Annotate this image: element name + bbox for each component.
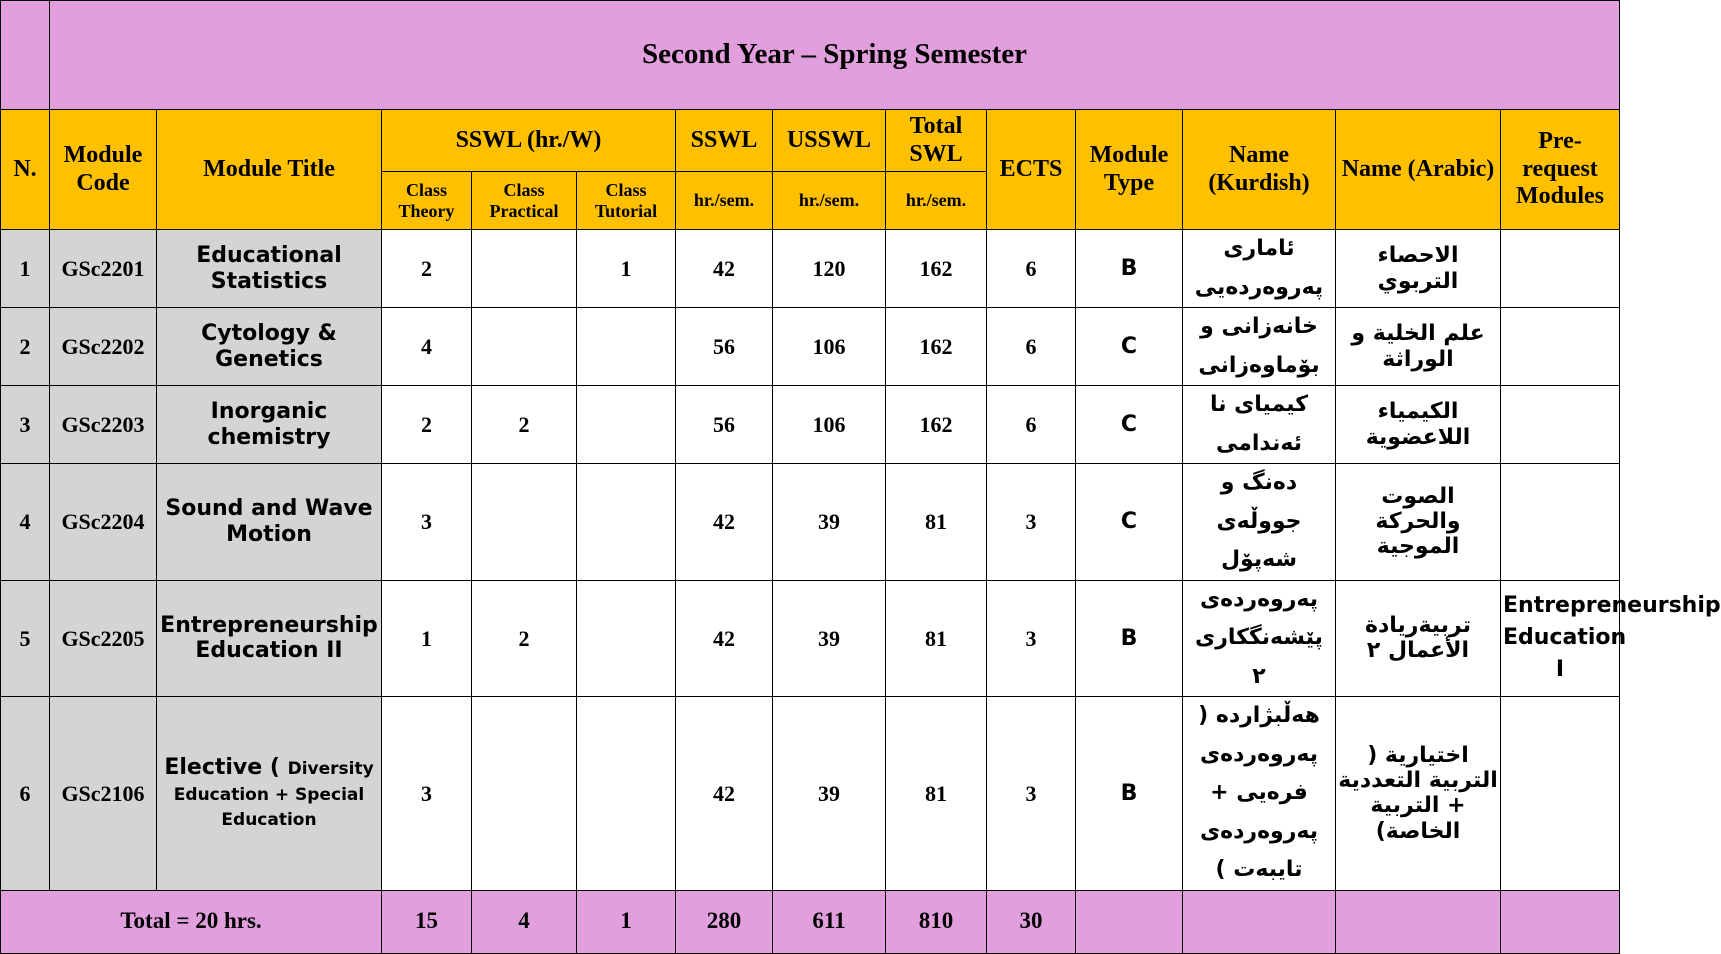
sswl-value: 42	[676, 230, 773, 308]
module-type: B	[1076, 230, 1183, 308]
total-blank-arabic	[1336, 890, 1501, 953]
name-arabic: اختيارية ( التربية التعددية + التربية الخاصة)	[1336, 697, 1501, 891]
total-swl-value: 81	[886, 580, 987, 697]
row-number: 6	[1, 697, 50, 891]
module-code: GSc2203	[50, 386, 157, 464]
header-prerequest: Pre-request Modules	[1501, 110, 1620, 230]
header-class-practical: Class Practical	[472, 172, 577, 230]
total-tutorial: 1	[577, 890, 676, 953]
prerequest-modules	[1501, 386, 1620, 464]
totals-label: Total = 20 hrs.	[1, 890, 382, 953]
module-title: Sound and Wave Motion	[157, 464, 382, 581]
class-theory: 1	[382, 580, 472, 697]
module-code: GSc2106	[50, 697, 157, 891]
header-n: N.	[1, 110, 50, 230]
class-tutorial: 1	[577, 230, 676, 308]
module-title	[157, 697, 382, 891]
ects-value: 6	[987, 308, 1076, 386]
usswl-value: 106	[773, 308, 886, 386]
header-module-title: Module Title	[157, 110, 382, 230]
name-kurdish: کیمیای نا ئەندامی	[1183, 386, 1336, 464]
header-name-arabic: Name (Arabic)	[1336, 110, 1501, 230]
title-row	[1, 1, 1620, 110]
module-code: GSc2202	[50, 308, 157, 386]
module-title-main: Elective (	[164, 755, 280, 781]
class-theory: 3	[382, 464, 472, 581]
class-theory: 4	[382, 308, 472, 386]
prerequest-modules	[1501, 308, 1620, 386]
usswl-value: 120	[773, 230, 886, 308]
header-sswl-group: SSWL (hr./W)	[382, 110, 676, 172]
row-number: 2	[1, 308, 50, 386]
name-arabic: الصوت والحركة الموجية	[1336, 464, 1501, 581]
module-code: GSc2201	[50, 230, 157, 308]
total-blank-prereq	[1501, 890, 1620, 953]
class-practical: 2	[472, 386, 577, 464]
header-row-1	[1, 110, 1620, 172]
header-usswl: USSWL	[773, 110, 886, 172]
total-swl-value: 162	[886, 386, 987, 464]
prerequest-modules	[1501, 230, 1620, 308]
table-row	[1, 386, 1620, 464]
module-type: B	[1076, 580, 1183, 697]
sswl-value: 42	[676, 580, 773, 697]
total-blank-kurdish	[1183, 890, 1336, 953]
row-number: 5	[1, 580, 50, 697]
module-title: Cytology & Genetics	[157, 308, 382, 386]
module-title-detail: Diversity Education + Special Education	[173, 759, 374, 830]
prerequest-modules: Entrepreneurship Education I	[1501, 580, 1620, 697]
sswl-value: 42	[676, 697, 773, 891]
module-type: C	[1076, 464, 1183, 581]
ects-value: 6	[987, 230, 1076, 308]
name-kurdish: دەنگ و جووڵەی شەپۆل	[1183, 464, 1336, 581]
usswl-value: 39	[773, 697, 886, 891]
prerequest-modules	[1501, 464, 1620, 581]
module-type: C	[1076, 308, 1183, 386]
class-tutorial	[577, 464, 676, 581]
class-theory: 2	[382, 386, 472, 464]
sswl-value: 56	[676, 308, 773, 386]
ects-value: 3	[987, 464, 1076, 581]
table-row	[1, 464, 1620, 581]
prerequest-modules	[1501, 697, 1620, 891]
totals-row	[1, 890, 1620, 953]
module-title: Entrepreneurship Education II	[157, 580, 382, 697]
total-theory: 15	[382, 890, 472, 953]
class-practical: 2	[472, 580, 577, 697]
module-code: GSc2205	[50, 580, 157, 697]
name-kurdish: هەڵبژاردە ( پەروەردەی فرەیی + پەروەردەی تایبەت )	[1183, 697, 1336, 891]
module-code: GSc2204	[50, 464, 157, 581]
sswl-value: 56	[676, 386, 773, 464]
row-number: 3	[1, 386, 50, 464]
module-title: Inorganic chemistry	[157, 386, 382, 464]
name-arabic: تربيةريادة الأعمال ٢	[1336, 580, 1501, 697]
ects-value: 3	[987, 580, 1076, 697]
name-kurdish: خانەزانی و بۆماوەزانی	[1183, 308, 1336, 386]
total-swl: 810	[886, 890, 987, 953]
name-kurdish: ئاماری پەروەردەیی	[1183, 230, 1336, 308]
name-arabic: علم الخلية و الوراثة	[1336, 308, 1501, 386]
class-practical	[472, 464, 577, 581]
header-class-tutorial: Class Tutorial	[577, 172, 676, 230]
class-tutorial	[577, 697, 676, 891]
usswl-value: 106	[773, 386, 886, 464]
name-arabic: الاحصاء التربوي	[1336, 230, 1501, 308]
total-swl-value: 162	[886, 230, 987, 308]
table-row	[1, 230, 1620, 308]
class-tutorial	[577, 308, 676, 386]
total-swl-value: 81	[886, 464, 987, 581]
header-total-swl-unit: hr./sem.	[886, 172, 987, 230]
header-module-code: Module Code	[50, 110, 157, 230]
ects-value: 3	[987, 697, 1076, 891]
header-name-kurdish: Name (Kurdish)	[1183, 110, 1336, 230]
header-module-type: Module Type	[1076, 110, 1183, 230]
usswl-value: 39	[773, 464, 886, 581]
total-sswl: 280	[676, 890, 773, 953]
ects-value: 6	[987, 386, 1076, 464]
class-tutorial	[577, 580, 676, 697]
header-sswl-unit: hr./sem.	[676, 172, 773, 230]
row-number: 1	[1, 230, 50, 308]
table-row	[1, 697, 1620, 891]
class-practical	[472, 697, 577, 891]
table-title: Second Year – Spring Semester	[50, 1, 1620, 110]
header-sswl: SSWL	[676, 110, 773, 172]
name-kurdish: پەروەردەی پێشەنگکاری ٢	[1183, 580, 1336, 697]
module-title: Educational Statistics	[157, 230, 382, 308]
class-theory: 3	[382, 697, 472, 891]
total-practical: 4	[472, 890, 577, 953]
class-theory: 2	[382, 230, 472, 308]
sswl-value: 42	[676, 464, 773, 581]
title-blank-cell	[1, 1, 50, 110]
class-practical	[472, 230, 577, 308]
header-ects: ECTS	[987, 110, 1076, 230]
row-number: 4	[1, 464, 50, 581]
usswl-value: 39	[773, 580, 886, 697]
total-swl-value: 81	[886, 697, 987, 891]
total-usswl: 611	[773, 890, 886, 953]
module-type: C	[1076, 386, 1183, 464]
module-type: B	[1076, 697, 1183, 891]
total-blank-type	[1076, 890, 1183, 953]
name-arabic: الكيمياء اللاعضوية	[1336, 386, 1501, 464]
class-practical	[472, 308, 577, 386]
header-total-swl: Total SWL	[886, 110, 987, 172]
total-ects: 30	[987, 890, 1076, 953]
table-row	[1, 308, 1620, 386]
total-swl-value: 162	[886, 308, 987, 386]
header-usswl-unit: hr./sem.	[773, 172, 886, 230]
class-tutorial	[577, 386, 676, 464]
header-class-theory: Class Theory	[382, 172, 472, 230]
table-row	[1, 580, 1620, 697]
